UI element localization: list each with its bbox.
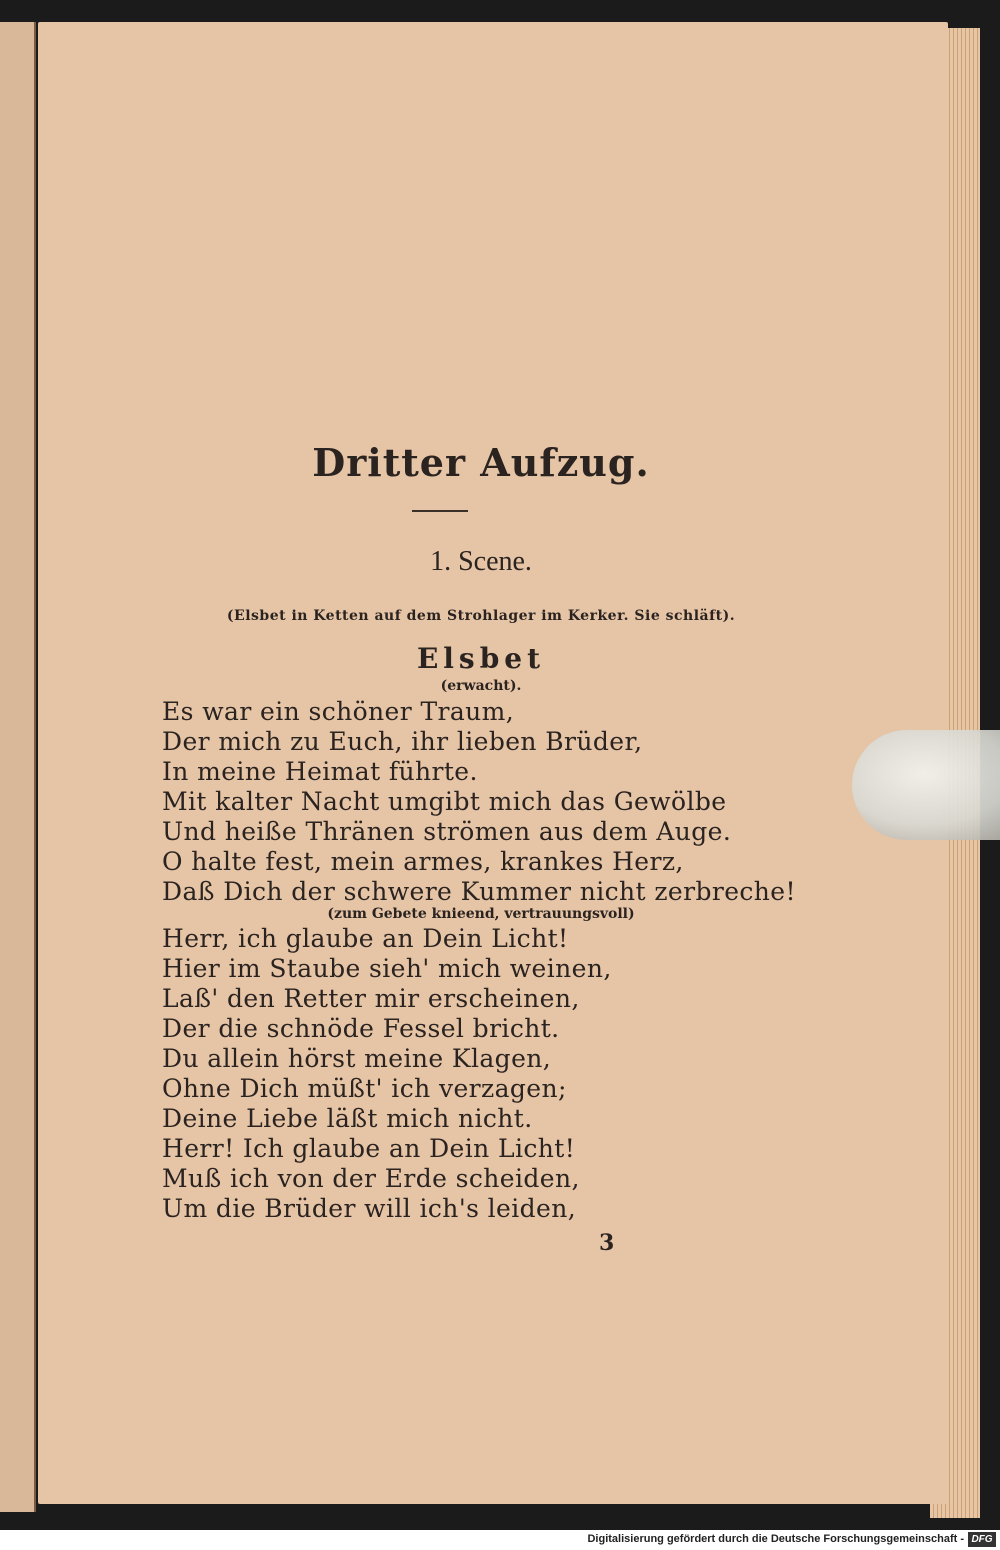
speaker-note: (erwacht).: [440, 678, 522, 694]
verse-line: Du allein hörst meine Klagen,: [162, 1044, 552, 1073]
verse-line: Es war ein schöner Traum,: [162, 697, 515, 726]
scene-title: 1. Scene.: [430, 546, 532, 577]
verse-line: Herr, ich glaube an Dein Licht!: [162, 924, 569, 953]
verse-line: Muß ich von der Erde scheiden,: [162, 1164, 580, 1193]
stage-direction: (Elsbet in Ketten auf dem Strohlager im Kerker. Sie schläft).: [226, 608, 736, 624]
verse-block-1: [162, 697, 796, 907]
title-divider: [412, 510, 468, 512]
verse-line: Herr! Ich glaube an Dein Licht!: [162, 1134, 576, 1163]
verse-line: Ohne Dich müßt' ich verzagen;: [162, 1074, 567, 1103]
verse-block-2: [162, 924, 782, 1224]
inline-stage-direction: (zum Gebete knieend, vertrauungsvoll): [327, 906, 635, 922]
dfg-logo: DFG: [968, 1532, 996, 1547]
verse-line: Daß Dich der schwere Kummer nicht zerbreche!: [162, 877, 796, 906]
footer-bar: [0, 1530, 1000, 1550]
verse-line: Um die Brüder will ich's leiden,: [162, 1194, 577, 1223]
speaker-name: Elsbet: [416, 642, 546, 675]
page-number: 3: [599, 1230, 615, 1256]
verse-line: Der die schnöde Fessel bricht.: [162, 1014, 560, 1043]
verse-line: Hier im Staube sieh' mich weinen,: [162, 954, 612, 983]
left-page-edge: [0, 22, 36, 1512]
verse-line: In meine Heimat führte.: [162, 757, 478, 786]
act-title: Dritter Aufzug.: [312, 440, 650, 485]
verse-line: Laß' den Retter mir erscheinen,: [162, 984, 580, 1013]
verse-line: Und heiße Thränen strömen aus dem Auge.: [162, 817, 732, 846]
verse-line: Deine Liebe läßt mich nicht.: [162, 1104, 533, 1133]
verse-line: O halte fest, mein armes, krankes Herz,: [162, 847, 684, 876]
verse-line: Der mich zu Euch, ihr lieben Brüder,: [162, 727, 643, 756]
page-content: [38, 22, 948, 1504]
verse-line: Mit kalter Nacht umgibt mich das Gewölbe: [162, 787, 727, 816]
footer-credit: Digitalisierung gefördert durch die Deutsche Forschungsgemeinschaft -: [587, 1533, 964, 1545]
scanner-thumb-clamp: [852, 730, 1000, 840]
